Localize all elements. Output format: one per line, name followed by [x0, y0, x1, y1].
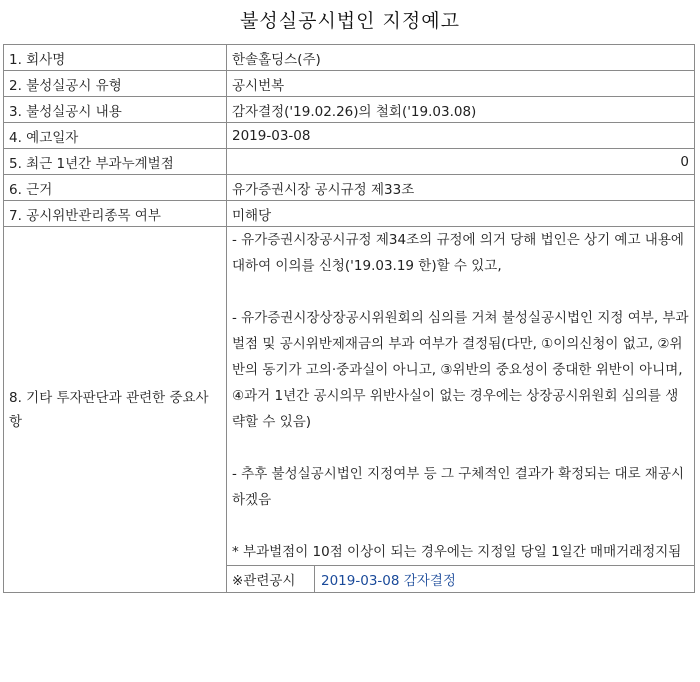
- related-disclosure-cell: [227, 566, 695, 593]
- row-basis: [4, 175, 695, 201]
- row-label: 4. 예고일자: [4, 123, 227, 149]
- row-value: 유가증권시장 공시규정 제33조: [227, 175, 695, 201]
- related-disclosure-label: ※관련공시: [227, 566, 315, 592]
- row-label: 1. 회사명: [4, 45, 227, 71]
- row-notice-date: [4, 123, 695, 149]
- related-disclosure-title[interactable]: 감자결정: [403, 573, 456, 589]
- related-disclosure-link[interactable]: [315, 566, 695, 592]
- paragraph: - 유가증권시장상장공시위원회의 심의를 거쳐 불성실공시법인 지정 여부, 부과벌점 및 공시위반제재금의 부과 여부가 결정됨(다만, ①이의신청이 없고, ②위반의 동기가 고의·중과실이 아니고, ③위반의 중요성이 중대한 위반이 아니며, ④과거 1년간 공시의무 위반사실이 없는 경우에는 상장공시위원회 심의를 생략할 수 있음): [232, 310, 689, 430]
- row-value: 감자결정('19.02.26)의 철회('19.03.08): [227, 97, 695, 123]
- row-label: 6. 근거: [4, 175, 227, 201]
- row-value: 공시번복: [227, 71, 695, 97]
- row-other-matters: [4, 227, 695, 566]
- paragraph: * 부과벌점이 10점 이상이 되는 경우에는 지정일 당일 1일간 매매거래정지됨: [232, 544, 682, 560]
- other-matters-content: [227, 227, 695, 566]
- row-value: 2019-03-08: [227, 123, 695, 149]
- row-label: 3. 불성실공시 내용: [4, 97, 227, 123]
- disclosure-table: [3, 44, 695, 593]
- row-violation-content: [4, 97, 695, 123]
- row-company-name: [4, 45, 695, 71]
- row-label: 2. 불성실공시 유형: [4, 71, 227, 97]
- row-violation-type: [4, 71, 695, 97]
- page-title: 불성실공시법인 지정예고: [240, 10, 460, 32]
- row-value: 한솔홀딩스(주): [227, 45, 695, 71]
- row-label: 7. 공시위반관리종목 여부: [4, 201, 227, 227]
- related-disclosure-date[interactable]: 2019-03-08: [321, 573, 400, 589]
- paragraph: - 추후 불성실공시법인 지정여부 등 그 구체적인 결과가 확정되는 대로 재공시하겠음: [232, 466, 685, 508]
- row-label: 5. 최근 1년간 부과누계벌점: [4, 149, 227, 175]
- row-label: 8. 기타 투자판단과 관련한 중요사항: [4, 227, 227, 593]
- row-penalty-points: [4, 149, 695, 175]
- row-management-issue: [4, 201, 695, 227]
- related-disclosure-table: [227, 566, 694, 592]
- row-value: 0: [227, 149, 695, 175]
- paragraph: - 유가증권시장공시규정 제34조의 규정에 의거 당해 법인은 상기 예고 내용에 대하여 이의를 신청('19.03.19 한)할 수 있고,: [232, 232, 689, 274]
- row-value: 미해당: [227, 201, 695, 227]
